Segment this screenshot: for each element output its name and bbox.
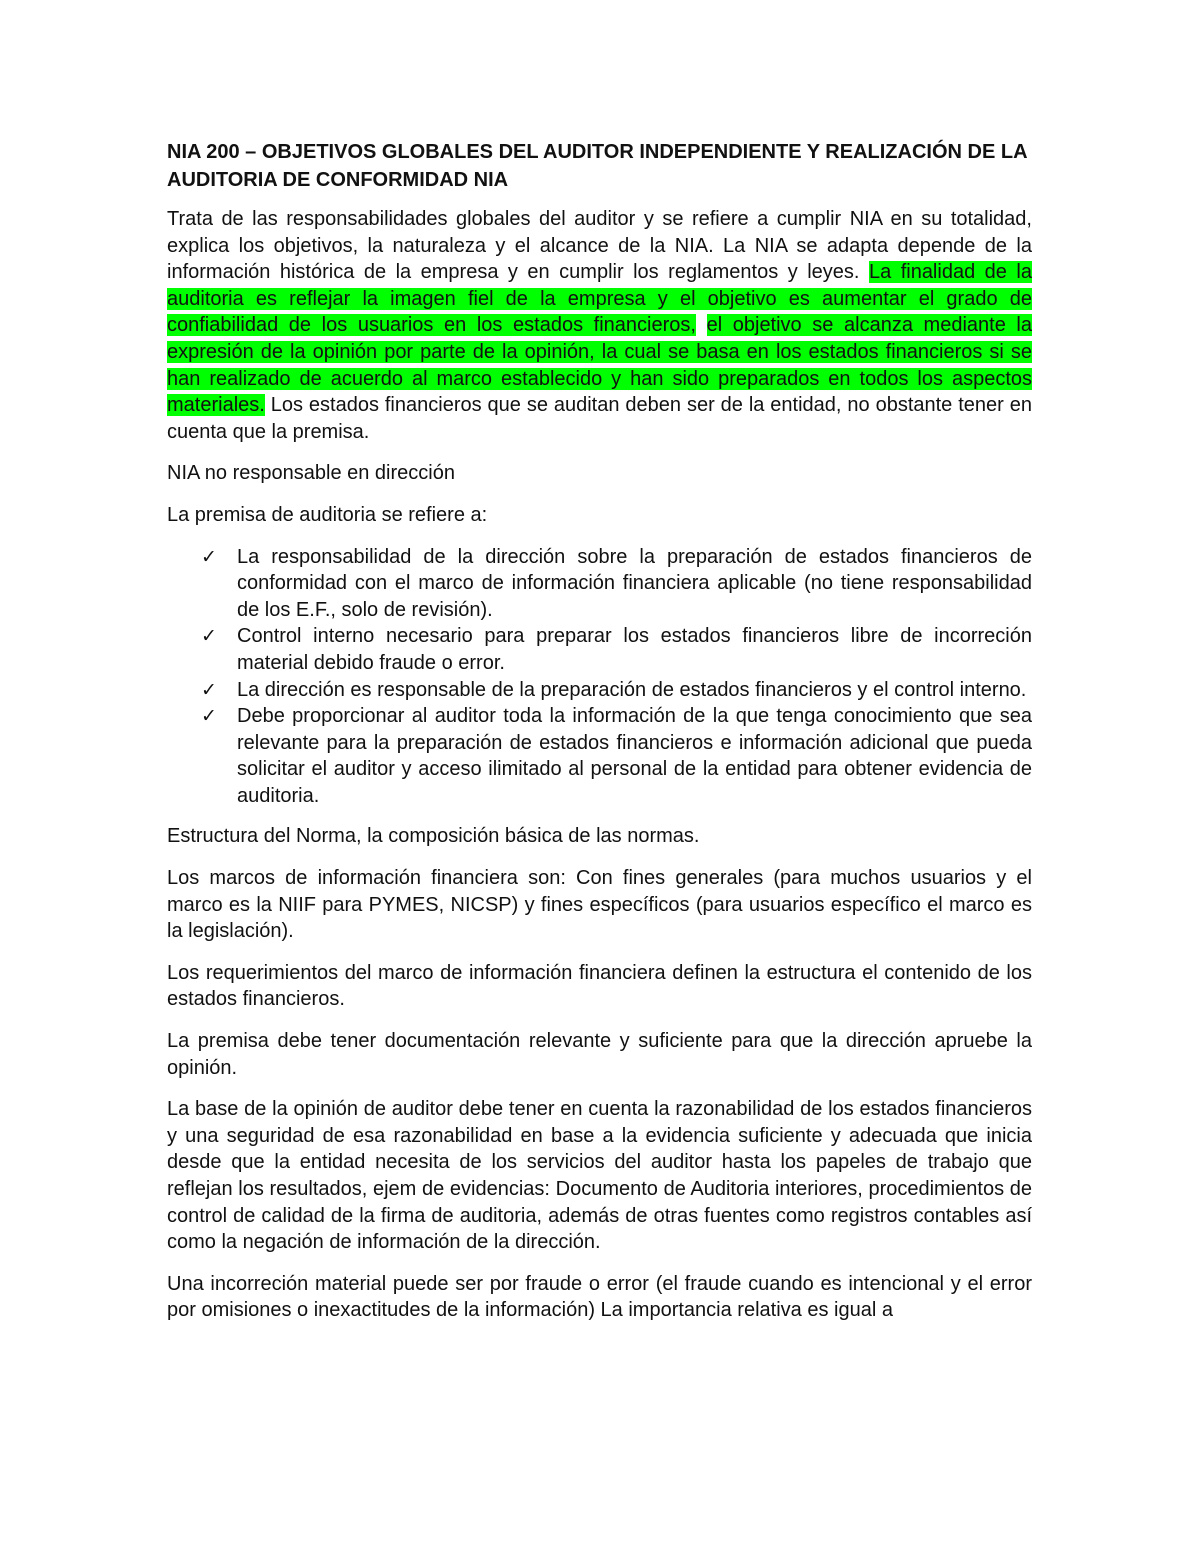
intro-highlight-1: La finalidad de la auditoria es reflejar la imagen fiel de la empresa y el objetivo es aumentar el grado de confiabilidad de los usuarios en los estados financieros,: [167, 261, 1032, 337]
list-item: [167, 544, 1032, 624]
marcos-paragraph: Los marcos de información financiera son: Con fines generales (para muchos usuarios y el marco es la NIIF para PYMES, NICSP) y fines específicos (para usuarios específico el marco es la legislación).: [167, 867, 1032, 943]
nia-no-responsable-paragraph: NIA no responsable en dirección: [167, 462, 455, 485]
premisa-intro-paragraph: La premisa de auditoria se refiere a:: [167, 503, 488, 526]
checkmark-icon: ✓: [201, 678, 217, 701]
intro-highlight-2: el objetivo se alcanza mediante la expresión de la opinión por parte de la opinión, la cual se basa en los estados financieros si se han realizado de acuerdo al marco establecido y han sido preparados en todos los aspectos materiales.: [167, 314, 1032, 417]
list-item-text: La dirección es responsable de la preparación de estados financieros y el control interno.: [237, 678, 1027, 701]
list-item: [167, 703, 1032, 809]
base-opinion-paragraph: La base de la opinión de auditor debe tener en cuenta la razonabilidad de los estados financieros y una seguridad de esa razonabilidad en base a la evidencia suficiente y adecuada que inicia desde que la entidad necesita de los servicios del auditor hasta los papeles de trabajo que reflejan los resultados, ejem de evidencias: Documento de Auditoria interiores, procedimientos de control de calidad de la firma de auditoria, además de otras fuentes como registros contables así como la negación de información de la dirección.: [167, 1098, 1032, 1254]
checkmark-icon: ✓: [201, 705, 217, 728]
intro-text-part1: Trata de las responsabilidades globales del auditor y se refiere a cumplir NIA en su totalidad, explica los objetivos, la naturaleza y el alcance de la NIA. La NIA se adapta depende de la información histórica de la empresa y en cumplir los reglamentos y leyes.: [167, 208, 1032, 284]
incorrecion-paragraph: Una incorreción material puede ser por fraude o error (el fraude cuando es intencional y el error por omisiones o inexactitudes de la información) La importancia relativa es igual a: [167, 1272, 1032, 1322]
document-page: [167, 138, 1032, 1339]
intro-text-part2: Los estados financieros que se auditan deben ser de la entidad, no obstante tener en cuenta que la premisa.: [167, 394, 1032, 443]
estructura-paragraph: Estructura del Norma, la composición básica de las normas.: [167, 825, 700, 848]
checkmark-icon: ✓: [201, 545, 217, 568]
premisa-checklist: [167, 544, 1032, 810]
list-item: [167, 677, 1032, 704]
list-item-text: Control interno necesario para preparar los estados financieros libre de incorreción material debido fraude o error.: [237, 625, 1032, 674]
checkmark-icon: ✓: [201, 625, 217, 648]
list-item-text: Debe proporcionar al auditor toda la información de la que tenga conocimiento que sea relevante para la preparación de estados financieros e información adicional que pueda solicitar el auditor y acceso ilimitado al personal de la entidad para obtener evidencia de auditoria.: [237, 705, 1032, 807]
list-item: [167, 623, 1032, 676]
document-title: NIA 200 – OBJETIVOS GLOBALES DEL AUDITOR INDEPENDIENTE Y REALIZACIÓN DE LA AUDITORIA DE CONFORMIDAD NIA: [167, 141, 1027, 191]
requerimientos-paragraph: Los requerimientos del marco de información financiera definen la estructura el contenido de los estados financieros.: [167, 961, 1032, 1011]
list-item-text: La responsabilidad de la dirección sobre la preparación de estados financieros de conformidad con el marco de información financiera aplicable (no tiene responsabilidad de los E.F., solo de revisión).: [237, 545, 1032, 621]
intro-paragraph: [167, 206, 1032, 445]
premisa-documentacion-paragraph: La premisa debe tener documentación relevante y suficiente para que la dirección apruebe la opinión.: [167, 1030, 1032, 1079]
